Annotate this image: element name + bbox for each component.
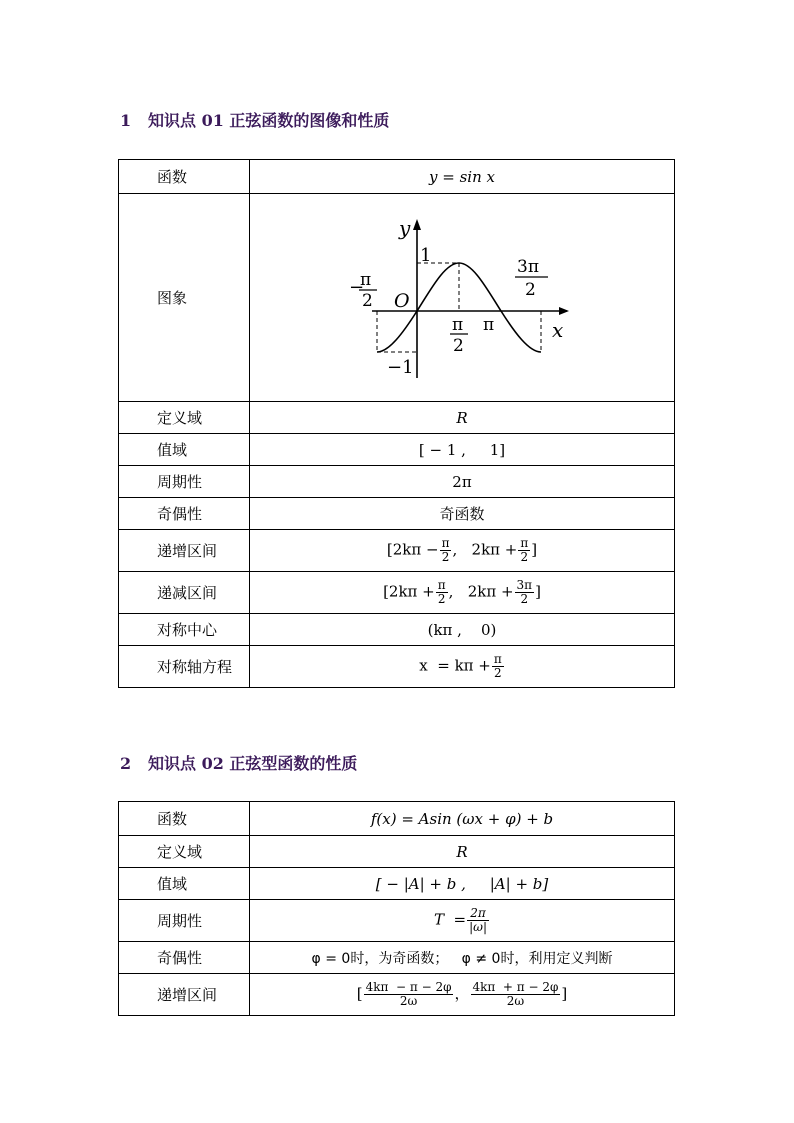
row-value: 奇函数 (250, 498, 675, 530)
table-row (119, 530, 675, 572)
row-value: f(x) = Asin (ωx + φ) + b (250, 802, 675, 836)
x-axis-label: x (552, 317, 564, 342)
row-value (250, 900, 675, 942)
row-label: 奇偶性 (119, 942, 250, 974)
fraction (471, 981, 561, 1008)
fraction (518, 537, 530, 564)
formula-part: ] (531, 540, 538, 559)
fraction-num: π (493, 652, 502, 666)
row-label: 周期性 (119, 466, 250, 498)
neg-half-pi-minus: − (349, 276, 365, 298)
table-row (119, 900, 675, 942)
fraction-den: 2ω (471, 994, 561, 1008)
fraction-num: π (520, 536, 529, 550)
one-label: 1 (420, 244, 432, 266)
row-value (250, 530, 675, 572)
table-row (119, 646, 675, 688)
table-row (119, 194, 675, 402)
table-row (119, 942, 675, 974)
row-label: 对称轴方程 (119, 646, 250, 688)
section1-heading (120, 108, 389, 131)
fraction-num: 4kπ − π − 2φ (365, 980, 452, 994)
row-value: R (250, 402, 675, 434)
fraction (467, 907, 489, 934)
row-value: φ = 0时，为奇函数； φ ≠ 0时，利用定义判断 (250, 942, 675, 974)
formula-part: ， (454, 984, 470, 1003)
fraction-num: π (441, 536, 450, 550)
row-label: 对称中心 (119, 614, 250, 646)
formula-part: ] (535, 582, 541, 601)
row-label: 周期性 (119, 900, 250, 942)
section2-title: 知识点 02 正弦型函数的性质 (148, 754, 358, 773)
sine-properties-table (118, 159, 675, 688)
fraction (364, 981, 454, 1008)
row-value: (kπ , 0) (250, 614, 675, 646)
row-value (250, 572, 675, 614)
row-label: 值域 (119, 868, 250, 900)
fraction-den: 2 (440, 550, 452, 564)
table-row (119, 974, 675, 1016)
row-value: [ − 1 , 1] (250, 434, 675, 466)
sine-graph (347, 213, 577, 383)
section2-number: 2 (120, 754, 132, 773)
formula-part: , 2kπ + (452, 540, 518, 559)
three-half-pi-den: 2 (525, 279, 536, 300)
row-label: 递减区间 (119, 572, 250, 614)
section1-number: 1 (120, 111, 132, 130)
fraction (492, 653, 504, 680)
row-value (250, 646, 675, 688)
section2-heading (120, 751, 357, 774)
fraction (440, 537, 452, 564)
formula-part: x = kπ + (419, 656, 491, 675)
row-label: 函数 (119, 160, 250, 194)
origin-label: O (394, 289, 410, 312)
half-pi-num: π (452, 314, 464, 335)
sinusoidal-properties-table (118, 801, 675, 1016)
table-row (119, 434, 675, 466)
fraction-den: 2 (515, 592, 535, 606)
row-label: 值域 (119, 434, 250, 466)
formula-part: [2kπ − (386, 540, 439, 559)
fraction-den: 2 (518, 550, 530, 564)
section1-title: 知识点 01 正弦函数的图像和性质 (148, 111, 390, 130)
fraction-den: 2 (492, 666, 504, 680)
fraction-num: 3π (516, 578, 533, 592)
formula-part: T = (434, 910, 467, 929)
row-value (250, 974, 675, 1016)
table-row (119, 802, 675, 836)
table-row (119, 498, 675, 530)
fraction (436, 579, 448, 606)
fraction (515, 579, 535, 606)
row-value: y = sin x (250, 160, 675, 194)
neg-half-pi-den: 2 (362, 290, 373, 311)
row-value: 2π (250, 466, 675, 498)
row-label: 奇偶性 (119, 498, 250, 530)
row-label: 定义域 (119, 402, 250, 434)
formula-part: , 2kπ + (448, 582, 514, 601)
fraction-num: 4kπ + π − 2φ (472, 980, 559, 994)
neg-half-pi-num: π (360, 269, 372, 290)
table-row (119, 572, 675, 614)
table-row (119, 466, 675, 498)
fraction-num: 2π (470, 906, 486, 920)
formula-part: ] (561, 984, 568, 1003)
neg-one-label: −1 (387, 356, 414, 378)
row-label: 函数 (119, 802, 250, 836)
table-row (119, 614, 675, 646)
table-row (119, 402, 675, 434)
table-row (119, 868, 675, 900)
fraction-den: 2ω (364, 994, 454, 1008)
row-value: [ − |A| + b , |A| + b] (250, 868, 675, 900)
y-axis-label: y (399, 215, 411, 240)
y-axis-arrow (413, 219, 421, 230)
formula-part: [2kπ + (383, 582, 435, 601)
row-value: R (250, 836, 675, 868)
x-axis-arrow (559, 307, 569, 315)
three-half-pi-num: 3π (517, 256, 539, 277)
fraction-den: |ω| (469, 920, 487, 934)
row-label: 定义域 (119, 836, 250, 868)
pi-label: π (483, 314, 495, 335)
formula-part: [ (356, 984, 363, 1003)
fraction-den: 2 (436, 592, 448, 606)
row-label: 递增区间 (119, 530, 250, 572)
table-row (119, 836, 675, 868)
fraction-num: π (437, 578, 446, 592)
row-label: 递增区间 (119, 974, 250, 1016)
row-label: 图象 (119, 194, 250, 402)
table-row (119, 160, 675, 194)
graph-cell (250, 194, 675, 402)
half-pi-den: 2 (453, 335, 464, 356)
